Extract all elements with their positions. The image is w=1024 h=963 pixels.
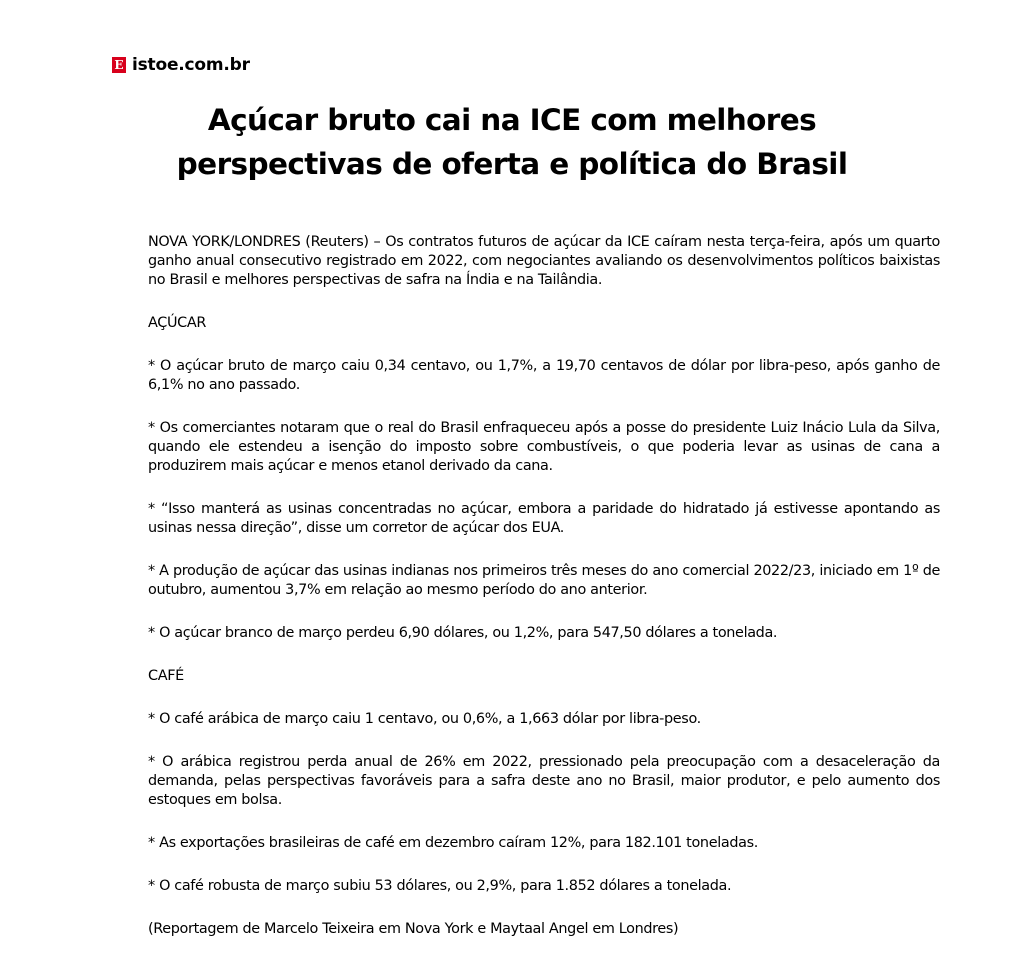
article-paragraph: * Os comerciantes notaram que o real do Brasil enfraqueceu após a posse do presidente Luiz Inácio Lula da Silva, quando ele estendeu a isenção do imposto sobre combustíveis, o que poderia levar as usinas de cana a produzirem mais açúcar e menos etanol derivado da cana.: [148, 420, 940, 474]
article-paragraph: * O café arábica de março caiu 1 centavo, ou 0,6%, a 1,663 dólar por libra-peso.: [148, 711, 701, 727]
article-paragraph: * As exportações brasileiras de café em dezembro caíram 12%, para 182.101 toneladas.: [148, 835, 758, 851]
article-paragraph: * “Isso manterá as usinas concentradas no açúcar, embora a paridade do hidratado já estivesse apontando as usinas nessa direção”, disse um corretor de açúcar dos EUA.: [148, 501, 940, 536]
article-body: [148, 233, 940, 963]
site-header: [112, 54, 250, 76]
site-logo-icon: E: [112, 57, 126, 73]
article-paragraph-lead: NOVA YORK/LONDRES (Reuters) – Os contratos futuros de açúcar da ICE caíram nesta terça-feira, após um quarto ganho anual consecutivo registrado em 2022, com negociantes avaliando os desenvolvimentos políticos baixistas no Brasil e melhores perspectivas de safra na Índia e na Tailândia.: [148, 234, 940, 288]
article-paragraph: * A produção de açúcar das usinas indianas nos primeiros três meses do ano comercial 2022/23, iniciado em 1º de outubro, aumentou 3,7% em relação ao mesmo período do ano anterior.: [148, 563, 940, 598]
section-heading-sugar: AÇÚCAR: [148, 315, 206, 331]
article-paragraph: * O açúcar bruto de março caiu 0,34 centavo, ou 1,7%, a 19,70 centavos de dólar por libra-peso, após ganho de 6,1% no ano passado.: [148, 358, 940, 393]
article-credits: (Reportagem de Marcelo Teixeira em Nova York e Maytaal Angel em Londres): [148, 921, 679, 937]
article-paragraph: * O arábica registrou perda anual de 26% em 2022, pressionado pela preocupação com a desaceleração da demanda, pelas perspectivas favoráveis para a safra deste ano no Brasil, maior produtor, e pelo aumento dos estoques em bolsa.: [148, 754, 940, 808]
site-name: istoe.com.br: [132, 55, 250, 75]
section-heading-coffee: CAFÉ: [148, 668, 184, 684]
article-paragraph: * O café robusta de março subiu 53 dólares, ou 2,9%, para 1.852 dólares a tonelada.: [148, 878, 732, 894]
article-paragraph: * O açúcar branco de março perdeu 6,90 dólares, ou 1,2%, para 547,50 dólares a tonelada.: [148, 625, 778, 641]
article-title: Açúcar bruto cai na ICE com melhores perspectivas de oferta e política do Brasil: [176, 103, 848, 181]
